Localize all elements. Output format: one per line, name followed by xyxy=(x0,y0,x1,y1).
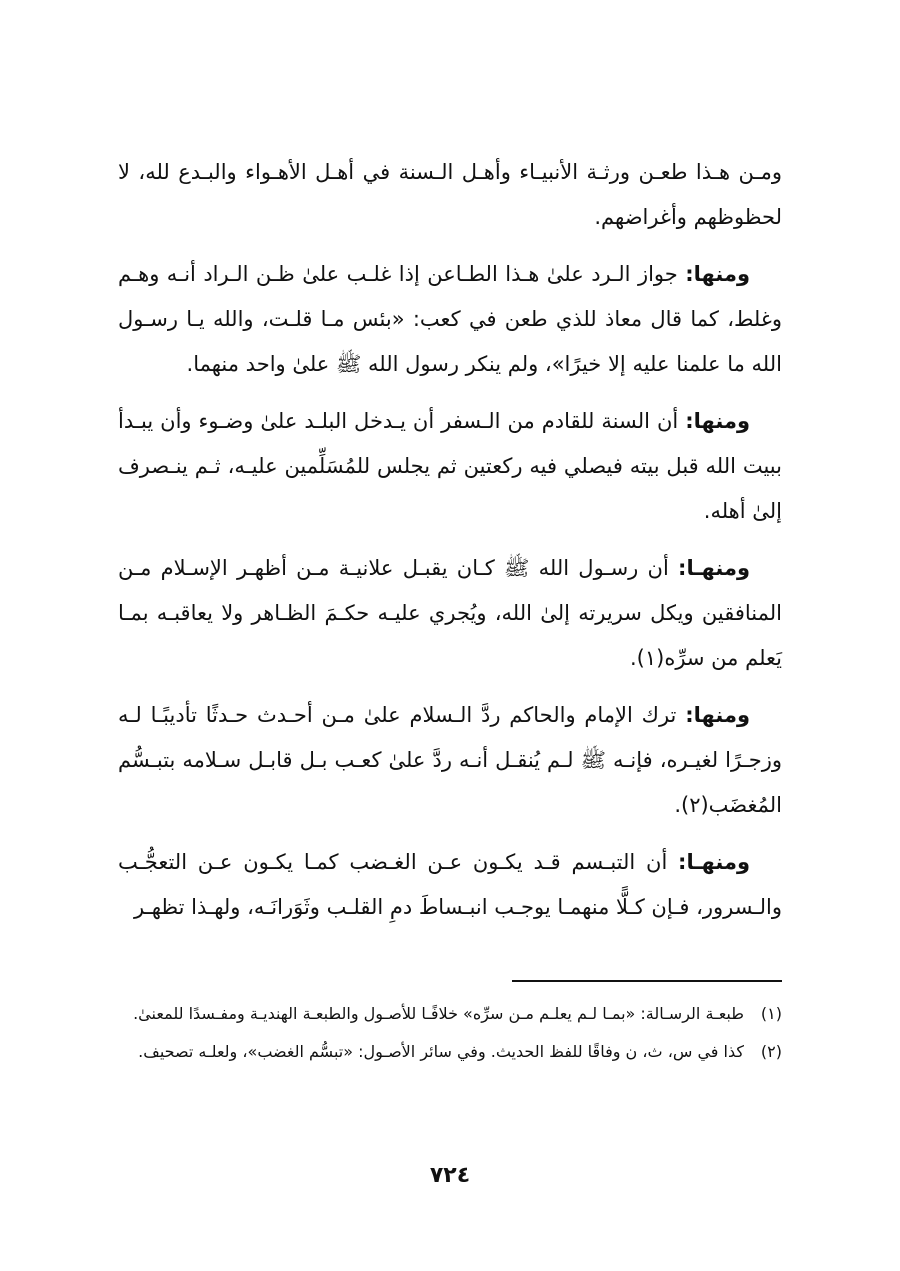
paragraph-lead: ومنهـا: xyxy=(678,556,750,580)
paragraph-text: أن السنة للقادم من الـسفر أن يـدخل البلـد علىٰ وضـوء وأن يبـدأ ببيت الله قبل بيته فيصلي فيه ركعتين ثم يجلس للمُسَلِّمين عليـه، ثـم ينـصرف إلىٰ أهله. xyxy=(118,409,782,523)
footnotes xyxy=(118,980,782,1074)
paragraph-6 xyxy=(118,840,782,930)
paragraph-1 xyxy=(118,150,782,240)
footnote-number: (١) xyxy=(760,1004,782,1023)
paragraph-text: أن التبـسم قـد يكـون عـن الغـضب كمـا يكـون عـن التعجُّـب والـسرور، فـإن كـلًّا منهمـا يوجـب انبـساطَ دمِ القلـب وثَوَرانَـه، ولهـذا تظهـر xyxy=(118,850,782,919)
footnote-text: طبعـة الرسـالة: «بمـا لـم يعلـم مـن سرِّه» خلافًـا للأصـول والطبعـة الهنديـة ومفـسدًا للمعنىٰ. xyxy=(133,1004,744,1023)
paragraph-4 xyxy=(118,546,782,681)
paragraph-2 xyxy=(118,252,782,387)
paragraph-lead: ومنها: xyxy=(685,703,750,727)
paragraph-text: جواز الـرد علىٰ هـذا الطـاعن إذا غلـب علىٰ ظـن الـراد أنـه وهـم وغلط، كما قال معاذ للذي طعن في كعب: «بئس مـا قلـت، والله يـا رسـول الله ما علمنا عليه إلا خيرًا»، ولم ينكر رسول الله ﷺ علىٰ واحد منهما. xyxy=(118,262,782,376)
paragraph-lead: ومنها: xyxy=(685,409,750,433)
paragraph-3 xyxy=(118,399,782,534)
footnote-2 xyxy=(118,1036,782,1068)
main-text xyxy=(118,150,782,942)
page-number: ٧٢٤ xyxy=(429,1163,471,1188)
paragraph-lead: ومنها: xyxy=(685,262,750,286)
paragraph-text: ومـن هـذا طعـن ورثـة الأنبيـاء وأهـل الـسنة في أهـل الأهـواء والبـدع لله، لا لحظوظهم وأغراضهم. xyxy=(118,160,782,229)
footnote-number: (٢) xyxy=(760,1042,782,1061)
footnote-1 xyxy=(118,998,782,1030)
paragraph-5 xyxy=(118,693,782,828)
footnote-divider xyxy=(512,980,782,982)
paragraph-text: أن رسـول الله ﷺ كـان يقبـل علانيـة مـن أظهـر الإسـلام مـن المنافقين ويكل سريرته إلىٰ الله، ويُجري عليـه حكـمَ الظـاهر ولا يعاقبـه بمـا يَعلم من سرِّه(١). xyxy=(118,556,782,670)
paragraph-lead: ومنهـا: xyxy=(678,850,750,874)
paragraph-text: ترك الإمام والحاكم ردَّ الـسلام علىٰ مـن أحـدث حـدثًا تأديبًـا لـه وزجـرًا لغيـره، فإنـه ﷺ لـم يُنقـل أنـه ردَّ علىٰ كعـب بـل قابـل سـلامه بتبـسُّم المُغضَب(٢). xyxy=(118,703,782,817)
footnote-text: كذا في س، ث، ن وفاقًا للفظ الحديث. وفي سائر الأصـول: «تبسُّم الغضب»، ولعلـه تصحيف. xyxy=(138,1042,744,1061)
